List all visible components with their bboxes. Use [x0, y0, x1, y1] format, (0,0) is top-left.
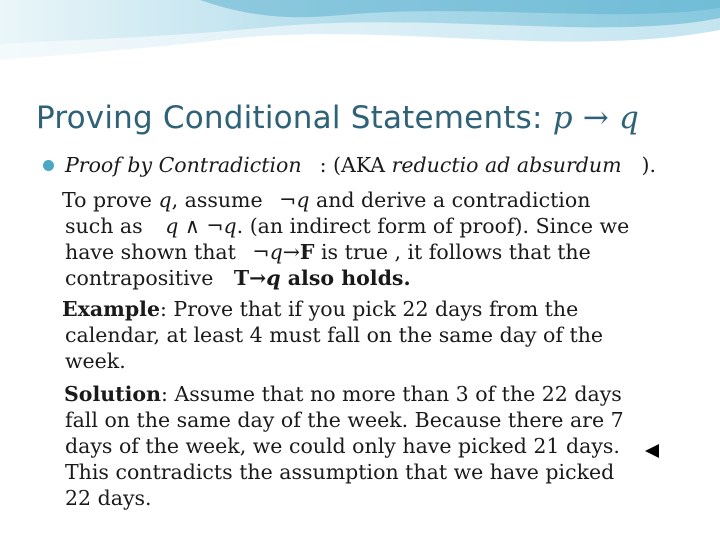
math-not-q: ¬q	[279, 188, 310, 212]
example-line-3: week.	[65, 349, 126, 373]
text-run: , assume	[171, 188, 270, 212]
math-contradiction: q ∧ ¬q	[165, 214, 237, 238]
text-run: . (an indirect form of proof). Since we	[236, 214, 630, 238]
false-symbol: F	[299, 240, 315, 264]
text-run: also holds.	[280, 266, 411, 290]
example-line-2: calendar, at least 4 must fall on the same day of the	[65, 323, 604, 347]
math-q: q	[266, 266, 281, 290]
text-run: contrapositive	[65, 266, 220, 290]
bullet-dot-icon	[43, 160, 54, 171]
solution-line-5: 22 days.	[65, 486, 152, 510]
solution-label: Solution	[64, 382, 162, 406]
example-label: Example	[62, 297, 160, 321]
text-run: : Prove that if you pick 22 days from the	[160, 297, 579, 321]
solution-line-3: days of the week, we could only have picked 21 days.	[65, 434, 620, 458]
text-run: have shown that	[65, 240, 243, 264]
text-run: To prove	[62, 188, 159, 212]
aka-open: : (AKA	[319, 153, 392, 177]
solution-line-1	[64, 381, 622, 407]
body-line-4	[65, 265, 411, 291]
text-run: such as	[65, 214, 150, 238]
aka-term: reductio ad absurdum	[391, 153, 622, 177]
body-line-3	[65, 239, 591, 265]
slide-title	[36, 100, 639, 136]
text-run: and derive a contradiction	[309, 188, 591, 212]
body-line-2	[65, 213, 629, 239]
math-q: q	[158, 188, 172, 212]
true-arrow: T→	[233, 266, 267, 290]
body-line-1	[62, 187, 590, 213]
example-line-1	[62, 296, 578, 322]
header-wave-banner	[0, 0, 720, 80]
math-not-q: ¬q	[252, 240, 283, 264]
solution-line-2: fall on the same day of the week. Because there are 7	[65, 408, 624, 432]
bullet-line	[65, 152, 656, 178]
arrow-symbol: →	[282, 240, 300, 264]
back-arrow-icon[interactable]	[645, 444, 659, 458]
title-text: Proving Conditional Statements:	[36, 100, 553, 136]
title-math: p → q	[552, 100, 640, 136]
solution-line-4: This contradicts the assumption that we have picked	[65, 460, 615, 484]
proof-method: Proof by Contradiction	[65, 153, 302, 177]
aka-close: ).	[641, 153, 657, 177]
text-run: : Assume that no more than 3 of the 22 days	[161, 382, 622, 406]
text-run: is true , it follows that the	[314, 240, 591, 264]
